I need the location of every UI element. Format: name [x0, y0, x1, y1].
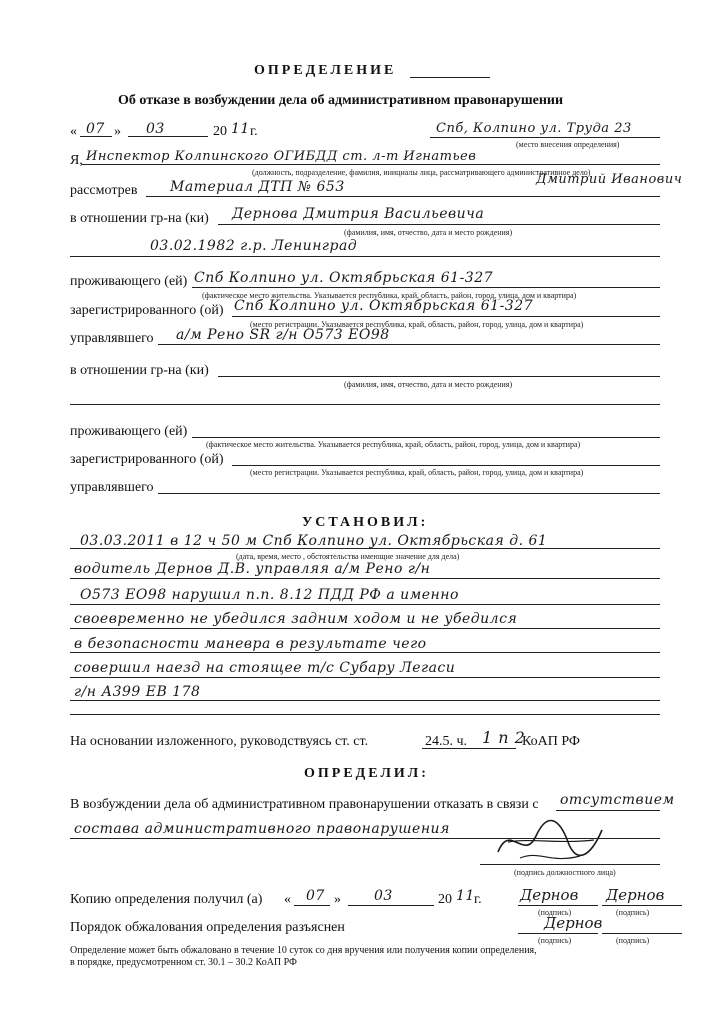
registered2-label: зарегистрированного (ой): [70, 452, 224, 467]
established-line-6: совершил наезд на стоящее т/с Субару Легаси: [74, 660, 456, 676]
official-signature: [490, 812, 610, 868]
date-quote-open: «: [70, 124, 77, 139]
copy-label: Копию определения получил (а): [70, 892, 263, 907]
basis-text: На основании изложенного, руководствуясь ст. ст.: [70, 734, 369, 749]
official-signature-caption: (подпись должностного лица): [514, 868, 616, 877]
person1-caption: (фамилия, имя, отчество, дата и место рождения): [344, 228, 513, 237]
established-line-2: водитель Дернов Д.В. управляя а/м Рено г/н: [74, 561, 431, 577]
established-rule-5: [70, 652, 660, 653]
established-rule-4: [70, 628, 660, 629]
date-month: 03: [146, 121, 165, 137]
copy-month: 03: [374, 888, 393, 904]
person1-label: в отношении гр-на (ки): [70, 211, 209, 226]
established-rule-7: [70, 700, 660, 701]
place-line: [430, 137, 660, 138]
title-number-line: [410, 77, 490, 78]
registered1-value: Спб Колпино ул. Октябрьская 61-327: [234, 298, 534, 314]
person2-line-2: [70, 404, 660, 405]
person1-line: [218, 224, 660, 225]
driving1-value: а/м Рено SR г/н О573 ЕО98: [176, 327, 390, 343]
procedure-sign-caption-1: (подпись): [538, 936, 572, 945]
copy-day-line: [294, 905, 330, 906]
place-value: Спб, Колпино ул. Труда 23: [436, 121, 632, 136]
driving1-label: управлявшего: [70, 331, 154, 346]
copy-signer-name: Дернов: [520, 886, 579, 904]
copy-sign-line-2: [602, 905, 682, 906]
person1-value: Дернова Дмитрия Васильевича: [232, 206, 485, 222]
registered1-label: зарегистрированного (ой): [70, 303, 224, 318]
person2-line: [218, 376, 660, 377]
registered2-caption: (место регистрации. Указывается республика, край, область, район, город, улица, дом и квартира): [250, 468, 584, 477]
established-line-5: в безопасности маневра в результате чего: [74, 636, 427, 652]
basis-article: 24.5. ч.: [425, 734, 468, 749]
established-heading: УСТАНОВИЛ:: [302, 515, 429, 530]
date-day-line: [80, 136, 112, 137]
copy-sign-caption-2: (подпись): [616, 908, 650, 917]
established-line-4: своевременно не убедился задним ходом и не убедился: [74, 611, 518, 627]
person2-label: в отношении гр-на (ки): [70, 363, 209, 378]
procedure-sign-caption-2: (подпись): [616, 936, 650, 945]
copy-quote-open: «: [284, 892, 291, 907]
copy-sign-caption-1: (подпись): [538, 908, 572, 917]
footer-line-1: Определение может быть обжаловано в течение 10 суток со дня вручения или получения копии определения,: [70, 945, 537, 956]
date-quote-close: »: [114, 124, 121, 139]
reviewed-value: Материал ДТП № 653: [170, 179, 345, 195]
official-signature-line: [480, 864, 660, 865]
procedure-sign-line-1: [518, 933, 598, 934]
person2-caption: (фамилия, имя, отчество, дата и место рождения): [344, 380, 513, 389]
established-rule-8: [70, 714, 660, 715]
established-rule-1: [70, 548, 660, 549]
copy-year-unit: г.: [474, 892, 482, 907]
procedure-sign-line-2: [602, 933, 682, 934]
copy-sign-line-1: [518, 905, 598, 906]
copy-month-line: [348, 905, 434, 906]
established-caption: (дата, время, место , обстоятельства имеющие значение для дела): [236, 552, 460, 561]
residence1-value: Спб Колпино ул. Октябрьская 61-327: [194, 270, 494, 286]
decided-line-1: [556, 810, 660, 811]
copy-year-suffix: 11: [456, 888, 475, 904]
registered1-caption: (место регистрации. Указывается республика, край, область, район, город, улица, дом и квартира): [250, 320, 584, 329]
person1-line-2: [70, 256, 660, 257]
officer-label: Я,: [70, 153, 83, 168]
established-line-1: 03.03.2011 в 12 ч 50 м Спб Колпино ул. Октябрьская д. 61: [80, 533, 548, 549]
basis-part: 1 п 2: [482, 728, 526, 747]
established-line-3: О573 ЕО98 нарушил п.п. 8.12 ПДД РФ а именно: [80, 587, 459, 603]
copy-day: 07: [306, 888, 325, 904]
residence1-caption: (фактическое место жительства. Указывается республика, край, область, район, город, улица, дом и квартира): [202, 291, 577, 300]
date-year-unit: г.: [250, 124, 258, 139]
decided-reason-2: состава административного правонарушения: [74, 821, 450, 837]
place-caption: (место внесения определения): [516, 140, 620, 149]
decided-reason-1: отсутствием: [560, 792, 675, 808]
date-month-line: [128, 136, 208, 137]
registered2-line: [232, 465, 660, 466]
basis-line: [422, 748, 516, 749]
officer-caption: (должность, подразделение, фамилия, инициалы лица, рассматривающего административное дело): [252, 168, 591, 177]
residence2-label: проживающего (ей): [70, 424, 188, 439]
residence1-label: проживающего (ей): [70, 274, 188, 289]
established-line-7: г/н А399 ЕВ 178: [74, 684, 201, 700]
established-rule-2: [70, 578, 660, 579]
officer-value: Инспектор Колпинского ОГИБДД ст. л-т Игнатьев: [86, 149, 477, 164]
date-day: 07: [86, 121, 105, 137]
registered1-line: [232, 316, 660, 317]
driving2-line: [158, 493, 660, 494]
copy-quote-close: »: [334, 892, 341, 907]
established-rule-3: [70, 604, 660, 605]
document-title: ОПРЕДЕЛЕНИЕ: [254, 63, 397, 78]
driving1-line: [158, 344, 660, 345]
residence2-caption: (фактическое место жительства. Указывается республика, край, область, район, город, улица, дом и квартира): [206, 440, 581, 449]
residence1-line: [192, 287, 660, 288]
officer-line: [82, 164, 660, 165]
date-year-suffix: 11: [231, 121, 250, 137]
document-subtitle: Об отказе в возбуждении дела об административном правонарушении: [118, 93, 564, 108]
residence2-line: [192, 437, 660, 438]
basis-code: КоАП РФ: [522, 734, 580, 749]
reviewed-line: [146, 196, 660, 197]
procedure-signature: Дернов: [544, 914, 603, 932]
copy-signature: Дернов: [606, 886, 665, 904]
decided-text: В возбуждении дела об административном правонарушении отказать в связи с: [70, 797, 539, 812]
copy-year-prefix: 20: [438, 892, 452, 907]
officer-value-2: Дмитрий Иванович: [536, 172, 683, 187]
person1-value-2: 03.02.1982 г.р. Ленинград: [150, 238, 358, 254]
date-year-prefix: 20: [213, 124, 227, 139]
established-rule-6: [70, 677, 660, 678]
decided-heading: ОПРЕДЕЛИЛ:: [304, 766, 429, 781]
driving2-label: управлявшего: [70, 480, 154, 495]
footer-line-2: в порядке, предусмотренном ст. 30.1 – 30.2 КоАП РФ: [70, 957, 297, 968]
procedure-label: Порядок обжалования определения разъяснен: [70, 920, 345, 935]
reviewed-label: рассмотрев: [70, 183, 138, 198]
